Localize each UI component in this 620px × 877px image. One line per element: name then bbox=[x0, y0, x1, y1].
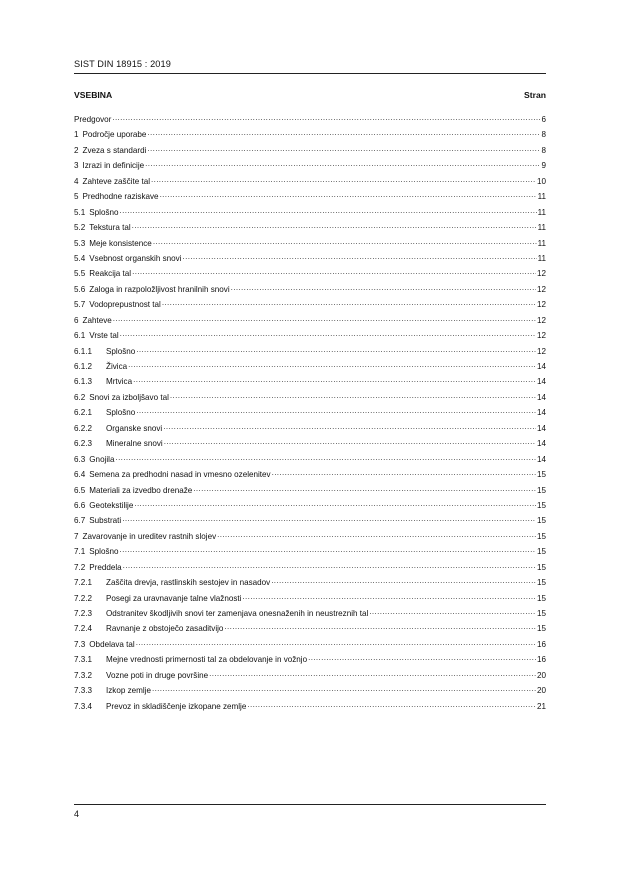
toc-entry[interactable] bbox=[74, 252, 546, 267]
toc-entry[interactable] bbox=[74, 283, 546, 298]
toc-dot-leader bbox=[183, 252, 537, 261]
toc-entry-page: 14 bbox=[536, 362, 546, 371]
toc-entry-number: 6.1.1 bbox=[74, 346, 93, 356]
toc-entry-title: Vodoprepustnost tal bbox=[89, 300, 161, 310]
toc-entry-title: Zahteve bbox=[82, 315, 112, 325]
toc-entry-number: 6.1 bbox=[74, 331, 86, 341]
toc-entry-number: 2 bbox=[74, 145, 79, 155]
toc-entry-title: Semena za predhodni nasad in vmesno ozelenitev bbox=[89, 470, 271, 480]
toc-entry-title: Substrati bbox=[89, 516, 122, 526]
toc-entry-number: 6.6 bbox=[74, 500, 86, 510]
toc-entry-page: 12 bbox=[536, 284, 546, 294]
toc-dot-leader bbox=[369, 607, 536, 616]
toc-entry-title: Predhodne raziskave bbox=[82, 192, 159, 202]
toc-entry-title: Vsebnost organskih snovi bbox=[89, 253, 182, 263]
toc-entry-title: Vrste tal bbox=[89, 331, 119, 341]
toc-entry[interactable] bbox=[74, 468, 546, 483]
toc-entry-title: Izkop zemlje bbox=[106, 686, 151, 696]
toc-entry-title: Splošno bbox=[106, 346, 136, 356]
page-number: 4 bbox=[74, 809, 80, 819]
toc-entry-title: Organske snovi bbox=[106, 423, 163, 433]
toc-entry-title: Meje konsistence bbox=[89, 238, 152, 248]
toc-entry-title: Splošno bbox=[106, 408, 136, 418]
footer-divider bbox=[74, 804, 546, 805]
toc-entry-page: 14 bbox=[536, 377, 546, 387]
toc-entry-page: 15 bbox=[536, 516, 546, 526]
toc-entry-page: 15 bbox=[536, 624, 546, 634]
toc-entry-title: Ravnanje z obstoječo zasaditvijo bbox=[106, 624, 224, 634]
toc-dot-leader bbox=[151, 175, 536, 184]
toc-entry-number: 7.3 bbox=[74, 639, 86, 649]
document-header: SIST DIN 18915 : 2019 bbox=[74, 59, 171, 69]
toc-page-column-label: Stran bbox=[524, 90, 546, 100]
toc-entry[interactable] bbox=[74, 607, 546, 622]
toc-entry-number: 4 bbox=[74, 176, 79, 186]
toc-entry-number: 3 bbox=[74, 161, 79, 171]
toc-dot-leader bbox=[217, 530, 536, 539]
toc-entry-page: 12 bbox=[536, 315, 546, 325]
toc-dot-leader bbox=[145, 159, 540, 168]
toc-entry-number: 5.6 bbox=[74, 284, 86, 294]
toc-entry[interactable] bbox=[74, 514, 546, 529]
toc-dot-leader bbox=[162, 298, 536, 307]
toc-entry-title: Obdelava tal bbox=[89, 639, 135, 649]
toc-entry-page: 15 bbox=[536, 562, 546, 572]
toc-entry-number: 7.3.1 bbox=[74, 655, 93, 665]
toc-entry-page: 15 bbox=[536, 593, 546, 603]
toc-entry[interactable] bbox=[74, 592, 546, 607]
toc-dot-leader bbox=[128, 360, 536, 369]
toc-entry-page: 20 bbox=[536, 670, 546, 680]
toc-entry-page: 6 bbox=[541, 115, 546, 124]
toc-entry-number: 6.5 bbox=[74, 485, 86, 495]
toc-entry-title: Preddela bbox=[89, 562, 122, 572]
toc-entry-number: 5.5 bbox=[74, 269, 86, 279]
toc-entry[interactable] bbox=[74, 684, 546, 699]
toc-entry-number: 6.2.3 bbox=[74, 439, 93, 449]
toc-entry-number: 7.3.4 bbox=[74, 701, 93, 711]
toc-dot-leader bbox=[170, 391, 536, 400]
toc-entry-title: Tekstura tal bbox=[89, 223, 131, 233]
toc-entry-number: 7 bbox=[74, 531, 79, 541]
toc-entry-number: 6.2.1 bbox=[74, 408, 93, 418]
toc-entry-page: 10 bbox=[536, 176, 546, 186]
toc-entry-title: Prevoz in skladiščenje izkopane zemlje bbox=[106, 701, 247, 711]
toc-dot-leader bbox=[115, 453, 536, 462]
toc-entry[interactable] bbox=[74, 576, 546, 591]
toc-dot-leader bbox=[134, 499, 536, 508]
toc-entry-number: 6.7 bbox=[74, 516, 86, 526]
toc-entry-number: 7.3.3 bbox=[74, 686, 93, 696]
toc-entry-page: 11 bbox=[537, 238, 546, 248]
toc-entry[interactable] bbox=[74, 622, 546, 637]
toc-entry[interactable] bbox=[74, 700, 546, 715]
toc-entry-number: 6.2.2 bbox=[74, 423, 93, 433]
toc-entry[interactable] bbox=[74, 159, 546, 174]
toc-dot-leader bbox=[113, 314, 536, 323]
toc-entry-number: 6.3 bbox=[74, 454, 86, 464]
toc-entry-title: Reakcija tal bbox=[89, 269, 132, 279]
toc-entry-number: 6 bbox=[74, 315, 79, 325]
toc-entry-page: 9 bbox=[541, 161, 546, 171]
toc-dot-leader bbox=[120, 206, 537, 215]
toc-entry-title: Geotekstilije bbox=[89, 500, 134, 510]
toc-entry[interactable] bbox=[74, 144, 546, 159]
toc-entry-page: 14 bbox=[536, 423, 546, 433]
toc-entry-number: 5 bbox=[74, 192, 79, 202]
toc-entry-page: 21 bbox=[536, 701, 546, 711]
toc-entry-number: 6.1.2 bbox=[74, 362, 93, 371]
toc-entry-number: 5.7 bbox=[74, 300, 86, 310]
toc-entry-page: 8 bbox=[541, 130, 546, 140]
toc-entry-number: 1 bbox=[74, 130, 79, 140]
toc-dot-leader bbox=[123, 561, 536, 570]
toc-entry[interactable] bbox=[74, 375, 546, 390]
toc-entry-number: 6.2 bbox=[74, 392, 86, 402]
toc-entry-page: 11 bbox=[537, 253, 546, 263]
toc-entry-title: Zveza s standardi bbox=[82, 145, 147, 155]
toc-entry[interactable] bbox=[74, 360, 546, 375]
toc-entry-number: 7.1 bbox=[74, 547, 86, 557]
toc-dot-leader bbox=[272, 468, 536, 477]
toc-dot-leader bbox=[163, 422, 536, 431]
toc-entry[interactable] bbox=[74, 561, 546, 576]
toc-entry[interactable] bbox=[74, 221, 546, 236]
toc-dot-leader bbox=[164, 437, 536, 446]
toc-entry[interactable] bbox=[74, 530, 546, 545]
toc-entry-title: Zaščita drevja, rastlinskih sestojev in nasadov bbox=[106, 578, 271, 588]
toc-entry-page: 14 bbox=[536, 454, 546, 464]
toc-dot-leader bbox=[271, 576, 536, 585]
toc-dot-leader bbox=[193, 484, 536, 493]
toc-entry-page: 11 bbox=[537, 207, 546, 217]
toc-entry-page: 15 bbox=[536, 470, 546, 480]
toc-entry-title: Predgovor bbox=[74, 115, 112, 124]
toc-entry-title: Snovi za izboljšavo tal bbox=[89, 392, 169, 402]
toc-dot-leader bbox=[247, 700, 536, 709]
toc-entry-title: Gnojila bbox=[89, 454, 115, 464]
toc-dot-leader bbox=[112, 113, 540, 122]
toc-entry-title: Mineralne snovi bbox=[106, 439, 163, 449]
toc-entry-page: 16 bbox=[536, 639, 546, 649]
toc-entry[interactable] bbox=[74, 298, 546, 313]
toc-entry-page: 14 bbox=[536, 408, 546, 418]
toc-dot-leader bbox=[122, 514, 536, 523]
toc-entry-number: 7.2.2 bbox=[74, 593, 93, 603]
toc-dot-leader bbox=[209, 669, 536, 678]
toc-entry-number: 7.2.1 bbox=[74, 578, 93, 588]
toc-entry-page: 12 bbox=[536, 269, 546, 279]
toc-dot-leader bbox=[147, 128, 540, 137]
toc-entry[interactable] bbox=[74, 113, 546, 128]
toc-dot-leader bbox=[242, 592, 536, 601]
toc-entry-title: Zaloga in razpoložljivost hranilnih snovi bbox=[89, 284, 230, 294]
toc-entry-page: 12 bbox=[536, 331, 546, 341]
toc-dot-leader bbox=[136, 638, 536, 647]
toc-entry-number: 7.2.4 bbox=[74, 624, 93, 634]
toc-entry-page: 15 bbox=[536, 547, 546, 557]
toc-entry-title: Mejne vrednosti primernosti tal za obdelovanje in vožnjo bbox=[106, 655, 308, 665]
toc-entry-page: 20 bbox=[536, 686, 546, 696]
toc-entry[interactable] bbox=[74, 453, 546, 468]
toc-entry-page: 12 bbox=[536, 346, 546, 356]
toc-entry[interactable] bbox=[74, 653, 546, 668]
header-divider bbox=[74, 73, 546, 74]
toc-entry-title: Splošno bbox=[89, 547, 119, 557]
document-page bbox=[74, 0, 546, 877]
toc-dot-leader bbox=[153, 237, 537, 246]
toc-entry-page: 11 bbox=[537, 223, 546, 233]
toc-entry-number: 5.3 bbox=[74, 238, 86, 248]
toc-entry[interactable] bbox=[74, 406, 546, 421]
toc-heading-row bbox=[74, 90, 546, 102]
toc-entry-title: Živica bbox=[106, 362, 128, 371]
toc-entry-title: Izrazi in definicije bbox=[82, 161, 145, 171]
toc-entry[interactable] bbox=[74, 638, 546, 653]
toc-dot-leader bbox=[152, 684, 536, 693]
toc-entry[interactable] bbox=[74, 669, 546, 684]
toc-entry-number: 5.4 bbox=[74, 253, 86, 263]
toc-entry-title: Zahteve zaščite tal bbox=[82, 176, 150, 186]
toc-dot-leader bbox=[231, 283, 536, 292]
toc-entry-title: Področje uporabe bbox=[82, 130, 147, 140]
toc-entry[interactable] bbox=[74, 329, 546, 344]
toc-entry[interactable] bbox=[74, 499, 546, 514]
toc-entry[interactable] bbox=[74, 237, 546, 252]
toc-entry-number: 6.4 bbox=[74, 470, 86, 480]
toc-entry[interactable] bbox=[74, 175, 546, 190]
toc-entry[interactable] bbox=[74, 484, 546, 499]
toc-entry-number: 5.1 bbox=[74, 207, 86, 217]
toc-entry[interactable] bbox=[74, 391, 546, 406]
toc-dot-leader bbox=[136, 406, 536, 415]
toc-dot-leader bbox=[224, 622, 536, 631]
toc-entry-number: 7.2.3 bbox=[74, 609, 93, 618]
toc-dot-leader bbox=[136, 345, 536, 354]
toc-dot-leader bbox=[308, 653, 536, 662]
toc-dot-leader bbox=[120, 545, 536, 554]
toc-entry[interactable] bbox=[74, 267, 546, 282]
toc-dot-leader bbox=[147, 144, 540, 153]
toc-entry-title: Splošno bbox=[89, 207, 119, 217]
toc-entry[interactable] bbox=[74, 545, 546, 560]
toc-entry[interactable] bbox=[74, 437, 546, 452]
toc-entry-page: 15 bbox=[536, 578, 546, 588]
toc-entry-number: 7.3.2 bbox=[74, 670, 93, 680]
toc-entry-title: Materiali za izvedbo drenaže bbox=[89, 485, 193, 495]
toc-entry-title: Zavarovanje in ureditev rastnih slojev bbox=[82, 531, 217, 541]
toc-entry-number: 7.2 bbox=[74, 562, 86, 572]
toc-entry-number: 5.2 bbox=[74, 223, 86, 233]
toc-entry-number: 6.1.3 bbox=[74, 377, 93, 387]
toc-dot-leader bbox=[160, 190, 537, 199]
toc-entry-page: 15 bbox=[536, 531, 546, 541]
toc-entry-title: Odstranitev škodljivih snovi ter zamenjava onesnaženih in neustreznih tal bbox=[106, 609, 369, 618]
toc-entry[interactable] bbox=[74, 422, 546, 437]
table-of-contents bbox=[74, 113, 546, 715]
toc-entry[interactable] bbox=[74, 314, 546, 329]
toc-entry[interactable] bbox=[74, 128, 546, 143]
toc-dot-leader bbox=[132, 267, 536, 276]
toc-entry-page: 15 bbox=[536, 500, 546, 510]
toc-entry-page: 12 bbox=[536, 300, 546, 310]
toc-entry-page: 14 bbox=[536, 392, 546, 402]
toc-entry[interactable] bbox=[74, 206, 546, 221]
toc-entry[interactable] bbox=[74, 345, 546, 360]
toc-entry-page: 8 bbox=[541, 145, 546, 155]
toc-title: VSEBINA bbox=[74, 90, 113, 100]
toc-entry-page: 14 bbox=[536, 439, 546, 449]
toc-entry-page: 15 bbox=[536, 485, 546, 495]
toc-dot-leader bbox=[120, 329, 536, 338]
toc-entry[interactable] bbox=[74, 190, 546, 205]
toc-entry-page: 16 bbox=[536, 655, 546, 665]
toc-entry-page: 11 bbox=[537, 192, 546, 202]
toc-entry-title: Posegi za uravnavanje talne vlažnosti bbox=[106, 593, 242, 603]
toc-entry-title: Vozne poti in druge površine bbox=[106, 670, 209, 680]
toc-dot-leader bbox=[133, 375, 536, 384]
toc-entry-title: Mrtvica bbox=[106, 377, 133, 387]
toc-dot-leader bbox=[132, 221, 537, 230]
toc-entry-page: 15 bbox=[536, 609, 546, 618]
